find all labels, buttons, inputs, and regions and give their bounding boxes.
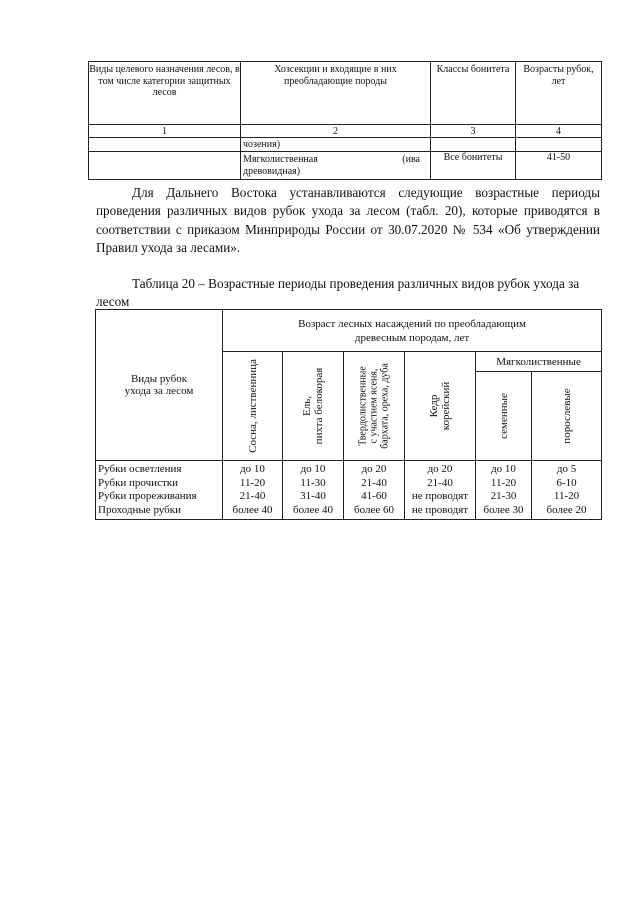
table-cell xyxy=(241,152,431,180)
thinning-age-table xyxy=(95,309,602,520)
header-cutting-age: Возрасты рубок, лет xyxy=(516,62,602,125)
coppice-values xyxy=(532,461,602,520)
forest-purpose-table xyxy=(88,61,602,180)
table-cell: более 60 xyxy=(354,503,394,516)
table-cell: более 40 xyxy=(293,503,333,516)
table-cell: не проводят xyxy=(411,503,469,516)
seed-values xyxy=(476,461,532,520)
species-name-part: (ива xyxy=(402,154,420,165)
table-cell: 21-40 xyxy=(361,476,387,489)
table-cell: 31-40 xyxy=(300,490,326,502)
table-cell: 41-50 xyxy=(516,152,602,180)
table-cell: до 20 xyxy=(361,463,387,475)
header-seed-origin: семенные xyxy=(497,393,510,439)
table-cell: 11-20 xyxy=(239,476,266,489)
header-coppice-origin: порослевые xyxy=(560,388,573,444)
table-cell: не проводят xyxy=(411,490,469,502)
species-name: Мягколиственная xyxy=(243,154,318,165)
cedar-values xyxy=(405,461,476,520)
header-hardwood: Твердолиственные с участием ясеня, бархата, ореха, дуба xyxy=(357,363,391,449)
header-sections-species: Хозсекции и входящие в них преобладающие породы xyxy=(241,62,431,125)
table-cell: более 20 xyxy=(546,503,587,516)
list-item: Проходные рубки xyxy=(98,503,181,516)
header-pine: Сосна, лиственница xyxy=(246,359,259,453)
pine-values xyxy=(223,461,283,520)
table-cell: 11-20 xyxy=(490,476,517,489)
table-cell: до 10 xyxy=(300,463,326,475)
table-cell: более 40 xyxy=(232,503,273,516)
cut-type-list xyxy=(96,461,223,520)
header-forest-purpose: Виды целевого назначения лесов, в том числе категории защитных лесов xyxy=(89,62,241,125)
column-number: 1 xyxy=(89,125,241,138)
column-number: 2 xyxy=(241,125,431,138)
header-softwood: Мягколиственные xyxy=(476,352,602,372)
table-cell: чозения) xyxy=(241,138,431,152)
list-item: Рубки осветления xyxy=(98,463,182,475)
table-cell: 11-20 xyxy=(553,490,580,502)
list-item: Рубки прореживания xyxy=(98,490,197,502)
spruce-values xyxy=(283,461,344,520)
table-cell: до 10 xyxy=(491,463,516,475)
table-cell: более 30 xyxy=(483,503,524,516)
table-cell: до 5 xyxy=(556,463,577,475)
table-cell: 6-10 xyxy=(556,476,577,489)
table-cell: 21-30 xyxy=(490,490,517,502)
table-cell: Все бонитеты xyxy=(431,152,516,180)
header-stand-age: Возраст лесных насаждений по преобладающим древесным породам, лет xyxy=(223,310,602,352)
header-cedar: Кедр корейский xyxy=(428,381,452,431)
column-number: 3 xyxy=(431,125,516,138)
table-cell: 41-60 xyxy=(361,490,387,502)
species-name-part: древовидная) xyxy=(243,165,301,177)
header-spruce: Ель, пихта белокорая xyxy=(301,367,325,445)
header-site-class: Классы бонитета xyxy=(431,62,516,125)
body-paragraph: Для Дальнего Востока устанавливаются следующие возрастные периоды проведения различных видов рубок ухода за лесом (табл. 20), которые приводятся в соответствии с приказом Минприроды России от 30.07.2020 № 534 «Об утверждении Правил ухода за лесами». xyxy=(96,185,600,255)
table-cell: 21-40 xyxy=(239,490,266,502)
table-cell: до 20 xyxy=(427,463,453,475)
table-cell: 11-30 xyxy=(300,476,326,489)
table-caption: Таблица 20 – Возрастные периоды проведения различных видов рубок ухода за лесом xyxy=(96,276,580,309)
header-cut-type: Виды рубок ухода за лесом xyxy=(96,310,223,461)
table-cell: 21-40 xyxy=(427,476,453,489)
hardwood-values xyxy=(344,461,405,520)
column-number: 4 xyxy=(516,125,602,138)
list-item: Рубки прочистки xyxy=(98,476,178,489)
table-cell: до 10 xyxy=(240,463,265,475)
